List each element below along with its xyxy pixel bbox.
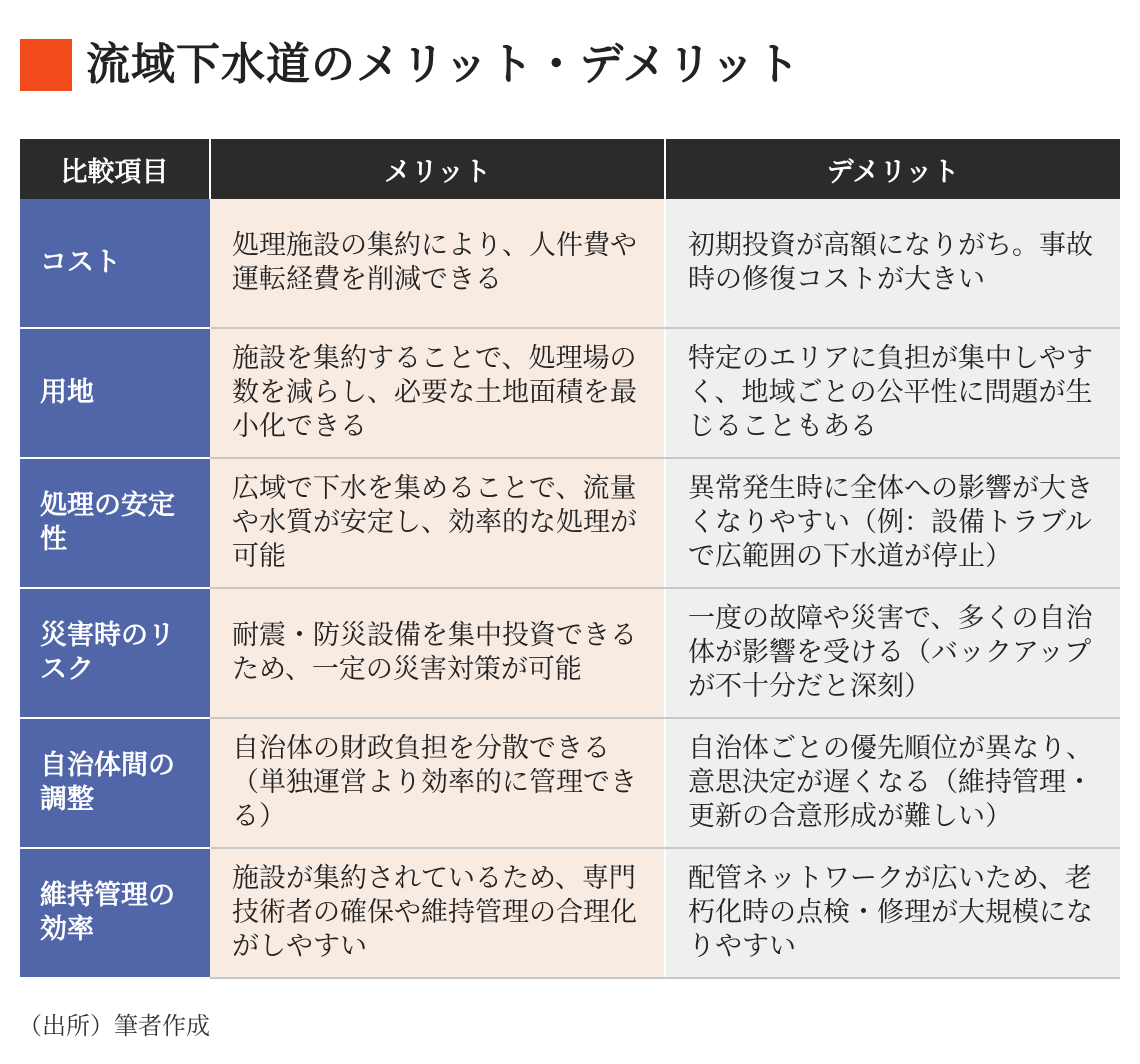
table-row <box>20 848 1120 978</box>
table-row <box>20 588 1120 718</box>
row-demerit: 初期投資が高額になりがち。事故時の修復コストが大きい <box>665 199 1120 328</box>
table-row <box>20 718 1120 848</box>
source-note: （出所）筆者作成 <box>18 1012 210 1040</box>
row-merit: 施設を集約することで、処理場の数を減らし、必要な土地面積を最小化できる <box>210 328 665 458</box>
row-demerit: 一度の故障や災害で、多くの自治体が影響を受ける（バックアップが不十分だと深刻） <box>665 588 1120 718</box>
row-item: 自治体間の調整 <box>20 718 210 848</box>
row-merit: 処理施設の集約により、人件費や運転経費を削減できる <box>210 199 665 328</box>
title-row <box>20 36 801 94</box>
table-row <box>20 328 1120 458</box>
header-item: 比較項目 <box>20 139 210 199</box>
row-merit: 自治体の財政負担を分散できる（単独運営より効率的に管理できる） <box>210 718 665 848</box>
page-title: 流域下水道のメリット・デメリット <box>86 39 801 90</box>
title-marker <box>20 39 72 91</box>
row-item: 維持管理の効率 <box>20 848 210 978</box>
row-demerit: 配管ネットワークが広いため、老朽化時の点検・修理が大規模になりやすい <box>665 848 1120 978</box>
header-demerit: デメリット <box>665 139 1120 199</box>
table-row <box>20 199 1120 328</box>
comparison-table <box>20 139 1120 979</box>
row-item: コスト <box>20 199 210 328</box>
row-item: 処理の安定性 <box>20 458 210 588</box>
row-item: 災害時のリスク <box>20 588 210 718</box>
row-demerit: 異常発生時に全体への影響が大きくなりやすい（例：設備トラブルで広範囲の下水道が停止） <box>665 458 1120 588</box>
row-merit: 耐震・防災設備を集中投資できるため、一定の災害対策が可能 <box>210 588 665 718</box>
header-merit: メリット <box>210 139 665 199</box>
row-demerit: 自治体ごとの優先順位が異なり、意思決定が遅くなる（維持管理・更新の合意形成が難しい） <box>665 718 1120 848</box>
row-item: 用地 <box>20 328 210 458</box>
row-merit: 広域で下水を集めることで、流量や水質が安定し、効率的な処理が可能 <box>210 458 665 588</box>
row-demerit: 特定のエリアに負担が集中しやすく、地域ごとの公平性に問題が生じることもある <box>665 328 1120 458</box>
row-merit: 施設が集約されているため、専門技術者の確保や維持管理の合理化がしやすい <box>210 848 665 978</box>
table-row <box>20 458 1120 588</box>
table-header-row <box>20 139 1120 199</box>
